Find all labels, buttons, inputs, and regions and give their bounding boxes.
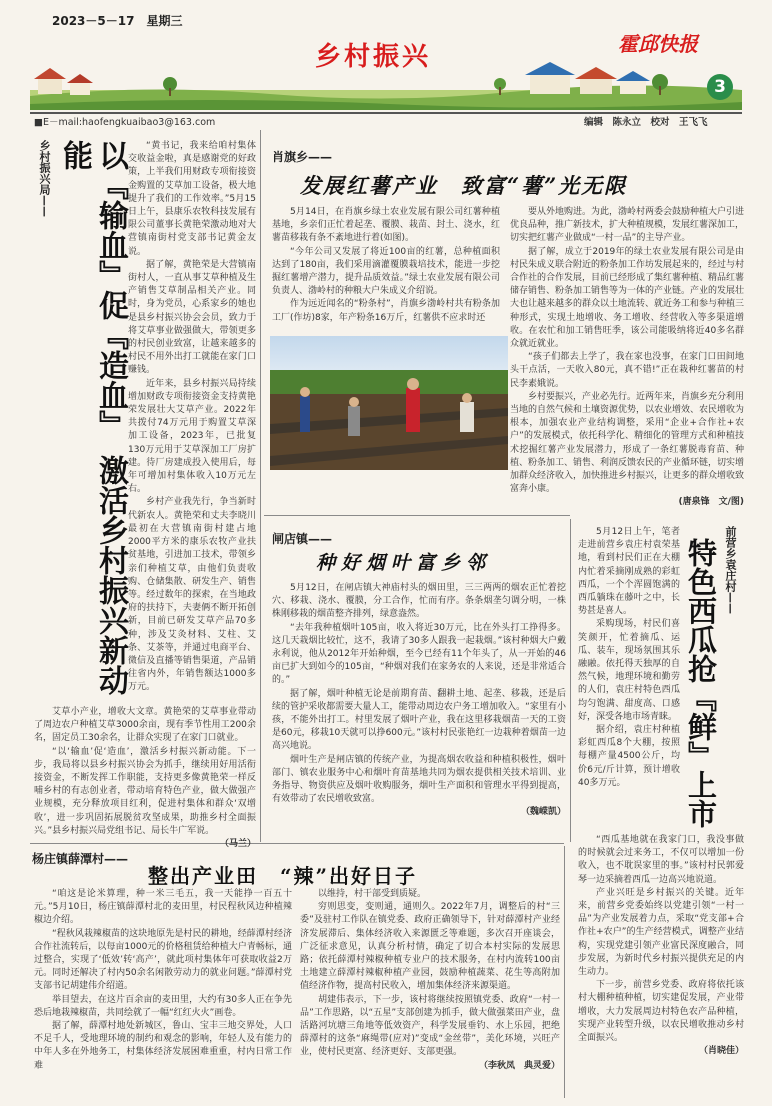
article5-para-6: 穷则思变，变则通，通则久。2022年7月，调整后的村“三委”及驻村工作队在镇党委、政府正确领导下，针对薛潭村产业经济发展滞后、集体经济收入来源匮乏等难题，多次召开座谈会，广泛征求意见，认真分析村情，确定了切合本村实际的发展思路；依托薛潭村辣椒种植专业户的技术服务，在村内流转100亩土地建立薛潭村辣椒种植产业园，鼓励种植蔬菜、花生等高附加值经济作物，提高村民收入，增加集体经济来源渠道。: [300, 902, 560, 992]
article4-author: （肖晓佳）: [698, 1046, 744, 1057]
article2-body-right: [510, 206, 744, 510]
article5-body-right: [300, 888, 560, 1073]
article5-para-5: 以维持，村干部受到质疑。: [318, 889, 427, 899]
article2-headline: 发展红薯产业 致富“薯”光无限: [300, 173, 628, 198]
article1-body-bottom: [34, 706, 256, 851]
article4-kicker: 前营乡袁庄村——: [724, 526, 737, 614]
article5-headline: 整出产业田 “辣”出好日子: [148, 864, 418, 888]
article1-para-2: 据了解，黄艳荣是大营镇南街村人，一直从事艾草种植及生产销售艾草制品相关产业。同时，身为党员，心系家乡的她也是县乡村振兴协会会员，致力于将艾草事业做强做大，带领更多的村民创业致富，让越来越多的村民不用外出打工就能在家门口赚钱。: [128, 259, 256, 376]
page-number-badge: 3: [707, 74, 733, 100]
article2-para-1: 5月14日，在肖旗乡绿土农业发展有限公司红薯种植基地，乡亲们正忙着起垄、覆膜、栽苗、封土、浇水，红薯苗移栽有条不紊地进行着(如图)。: [272, 207, 500, 244]
article3-kicker: 闸店镇——: [272, 532, 333, 546]
sweet-potato-planting-photo: [270, 336, 508, 470]
section-divider: [264, 515, 570, 516]
article2-para-6: “孩子们都去上学了，我在家也没事，在家门口田间地头干点活，一天收入80元，真不错!”正在栽种红薯苗的村民李素娥说。: [510, 352, 744, 389]
article3-author: （魏嵘凯）: [520, 807, 566, 818]
article4-body-bottom: [578, 834, 744, 1058]
column-divider: [570, 519, 571, 842]
article4-para-5: 产业兴旺是乡村振兴的关键。近年来，前营乡党委始终以党建引领“一村一品”为产业发展着力点，采取“党支部+合作社+农户”的生产经营模式，调整产业结构，实现党建引领产业富民深度融合，同步发展，为新时代乡村振兴提供充足的内生动力。: [578, 887, 744, 978]
article4-para-4: “西瓜基地就在我家门口，我没事做的时候就会过来务工，不仅可以增加一份收入，也不耽误家里的事。”该村村民郭爱琴一边采摘着西瓜一边高兴地说道。: [578, 835, 744, 885]
header-banner-illustration: [30, 60, 742, 110]
article1-para-5: 艾草小产业，增收大文章。黄艳荣的艾草事业带动了周边农户种植艾草3000余亩，现有季节性用工200余名，固定员工30余名，让群众实现了在家门口就业。: [34, 707, 256, 744]
article5-para-4: 据了解，薛潭村地处新城区，鲁山、宝丰三地交界处，人口不足千人，受地理环境的制约和观念的影响，年轻人及有能力的中年人多在外地务工，村集体经济发展困难重重，村内日常工作难: [34, 1021, 292, 1071]
article2-para-2: “今年公司又发展了将近100亩的红薯，总种植面积达到了180亩，我们采用滴灌覆膜栽培技术，能进一步挖掘红薯增产潜力，提升品质效益。”绿土农业发展有限公司负责人、渤岭村的种粮大户朱成义介绍说。: [272, 246, 500, 297]
article2-author: (唐泉锋 文/图): [678, 497, 744, 508]
editor-credits: 编辑 陈永立 校对 王飞飞: [584, 117, 708, 128]
article5-para-2: “程秋风栽辣椒苗的这块地原先是村民的耕地，经薛潭村经济合作社流转后，以每亩1000元的价格租赁给种植大户青畅标，通过整合，实现了‘低效’转‘高产’，就此项村集体年可获取收益2万元。同时还解决了村内50余名闲散劳动力的就业问题。”薛潭村党支部书记胡建伟介绍道。: [34, 928, 292, 992]
article3-para-1: 5月12日，在闸店镇大神庙村头的烟田里，三三两两的烟农正忙着挖穴、移栽、浇水、覆膜，分工合作，忙而有序。条条烟垄匀调分明，一株株刚移栽的烟苗整齐排列，绿意盎然。: [272, 583, 566, 620]
article3-headline: 种好烟叶富乡邻: [316, 552, 492, 574]
article2-para-3: 作为远近闻名的“粉条村”，肖旗乡渤岭村共有粉条加工厂(作坊)8家，年产粉条16万斤，红薯供不应求时还: [272, 299, 500, 323]
article2-para-5: 据了解，成立于2019年的绿土农业发展有限公司是由村民朱成义联合附近的粉条加工作坊发展起来的，经过与村合作社的合作发展，目前已经形成了集红薯种植、精品红薯储存销售、粉条加工销售等为一体的产业链。产业的发展壮大也让越来越多的群众以土地流转、就近务工和参与种植三种形式，实现土地增收、务工增收、经营收入等多渠道增收。在农忙和加工销售旺季，该公司能吸纳将近40多名群众就近就业。: [510, 246, 745, 350]
article4-para-6: 下一步，前营乡党委、政府将依托该村大棚种植种植，切实建促发展，产业带增收，大力发展周边村特色农产品种植，实现产业转型升级，以农民增收推动乡村全面振兴。: [578, 980, 744, 1044]
article3-body: [272, 582, 566, 820]
article5-kicker: 杨庄镇薛潭村——: [32, 852, 129, 866]
column-divider: [260, 130, 261, 842]
article5-para-1: “咱这是论米算理，种一米三毛五，我一天能挣一百五十元。”5月10日，杨庄镇薛潭村北的麦田里，村民程秋风边种植辣椒边介绍。: [34, 889, 292, 926]
article1-headline: 以『输血』促『造血』 激活乡村振兴新动能: [57, 140, 128, 695]
article4-para-2: 采购现场，村民们喜笑颜开，忙着摘瓜、运瓜、装车，现场氛围其乐融融。依托得天独厚的自然气候，地理环境和勤劳的人们，袁庄村特色西瓜均匀饱满、甜度高、口感好，深受各地市场青睐。: [578, 619, 680, 722]
article5-para-7: 胡建伟表示，下一步，该村将继续按照镇党委、政府“一村一品”工作思路，以“五星”支部创建为抓手，做大做强菜田产业，盘活路河坑塘三角地等低效资产，科学发展垂钓、水上乐园，把绝薛潭村的这条“麻绳带(应对)”变成“金丝带”，美化环境，兴旺产业，使村民更富、经济更好、支部更强。: [300, 994, 560, 1058]
article2-kicker: 肖旗乡——: [272, 150, 333, 164]
newspaper-logo: 霍邱快报: [618, 32, 698, 56]
article4-para-3: 据介绍，袁庄村种植彩虹西瓜8个大棚，按照每棚产量4500公斤，均价6元/斤计算，预计增收40多万元。: [578, 725, 680, 788]
article3-para-3: 据了解，烟叶种植无论是前期育苗、翻耕土地、起垄、移栽，还是后续的管护采收都需要大量人工，能带动周边农户务工增加收入。“家里有小孩，不能外出打工。村里发展了烟叶产业，我在这里移栽烟苗一天的工资是60元，移栽10天就可以挣600元。”该村村民张艳红一边栽种着烟苗一边高兴地说。: [272, 688, 566, 752]
article4-headline: 特色西瓜抢『鲜』上市: [684, 538, 718, 828]
article1-author: （马兰）: [219, 839, 256, 850]
article4-body-top: [578, 526, 680, 790]
column-divider: [564, 846, 565, 1098]
article1-para-1: “黄书记，我来给咱村集体交收益金啦，真是感谢党的好政策，上半我们用财政专项衔接资金购置的艾草加工设备，极大地提升了我们的工作效率。”5月15日上午，县康乐农牧科技发展有限公司董事长黄艳荣激动地对大营镇南街村党支部书记黄金友说。: [128, 141, 256, 257]
article1-body: [128, 140, 256, 695]
article5-body-left: [34, 888, 292, 1073]
article2-para-7: 乡村要振兴，产业必先行。近两年来，肖旗乡充分利用当地的自然气候和土壤资源优势，以农业增效、农民增收为根本，加强农业产业结构调整，采用“企业+合作社+农户”的发展模式，依托科学化、精细化的管理方式和种植技术挖掘红薯产业发展潜力，形成了一条红薯脱毒育苗、种植、粉条加工、销售、利润反馈农民的产业循环链，切实增加群众经济收入，加快推进乡村振兴，让更多的群众增收致富奔小康。: [510, 391, 745, 495]
article1-para-3: 近年来，县乡村振兴局持续增加财政专项衔接资金支持黄艳荣发展壮大艾草产业。2022年共拨付74万元用于购置艾草深加工设备，2023年，已批复130万元用于艾草深加工厂房扩建。待厂房建成投入使用后，每年可增加村集体收入10万元左右。: [128, 378, 256, 495]
article4-para-1: 5月12日上午，笔者走进前营乡袁庄村袁荣基地，看到村民们正在大棚内忙着采摘刚成熟的彩虹西瓜，一个个浑圆饱满的西瓜躺珠在藤叶之中，长势甚是喜人。: [578, 527, 680, 617]
article3-para-2: “去年我种植烟叶105亩，收入将近30万元，比在外头打工挣得多。这几天栽烟比较忙，这不，我请了30多人跟我一起栽烟。”该村种烟大户戴永利说，他从2012年开始种烟，至今已经有11个年头了，从一开始的46亩已扩大到如今的105亩，“种烟对我们在家务农的人来说，还是非常适合的。”: [272, 622, 566, 686]
article1-para-4: 乡村产业我先行，争当新时代新农人。黄艳荣和丈夫李晓川最初在大营镇南街村建占地2000平方米的康乐农牧产业扶贫基地，引进加工技术，带领乡亲们种植艾草，由他们负责收购、仓储集散、研发生产、销售等。经过数年的探索，在当地政府的扶持下，夫妻俩不断开拓创新，目前已研发艾草产品70多种，涉及艾灸材料、艾柱、艾条、艾茶等，并通过电商平台、微信及直播等销售渠道，产品销往省内外，年销售额达1000多万元。: [128, 497, 256, 693]
article5-author: （李秋凤 典灵爱）: [478, 1060, 560, 1071]
article5-para-3: 举目望去，在这片百余亩的麦田里，大约有30多人正在争先恐后地栽辣椒苗，共同绘就了一幅“红红火火”画卷。: [34, 994, 292, 1018]
issue-date: 2023－5－17 星期三: [52, 14, 183, 28]
section-title: 乡村振兴: [315, 42, 432, 72]
article2-body-left: [272, 206, 500, 325]
article2-para-4: 要从外地购进。为此，渤岭村两委会鼓励种植大户引进优良品种，推广新技术，扩大种植规模，发展红薯深加工，切实把红薯产业做成“一村一品”的主导产业。: [510, 207, 745, 244]
article1-para-6: “以‘输血’促‘造血’，激活乡村振兴新动能。下一步，我局将以县乡村振兴协会为抓手，继续用好用活衔接资金，不断发挥工作职能，支持更多像黄艳荣一样反哺乡村的有志创业者，带动培育特色产业，做大做强产业规模，充分释放项目红利，促进村集体和群众‘双增收’，进一步巩固拓展脱贫攻坚成果，助推乡村全面振兴。”县乡村振兴局党组书记、局长牛广军说。: [34, 746, 256, 836]
article1-kicker: 乡村振兴局——: [38, 140, 51, 217]
article3-para-4: 烟叶生产是闸店镇的传统产业，为提高烟农收益和种植积极性，烟叶部门、镇农业服务中心和烟叶育苗基地共同为烟农提供相关技术培训、业务指导、物资供应及烟叶收购服务，烟叶生产面积和管理水平得到提高，有效带动了农民增收致富。: [272, 754, 566, 805]
email-line: ■E－mail:haofengkuaibao3@163.com: [34, 117, 216, 128]
